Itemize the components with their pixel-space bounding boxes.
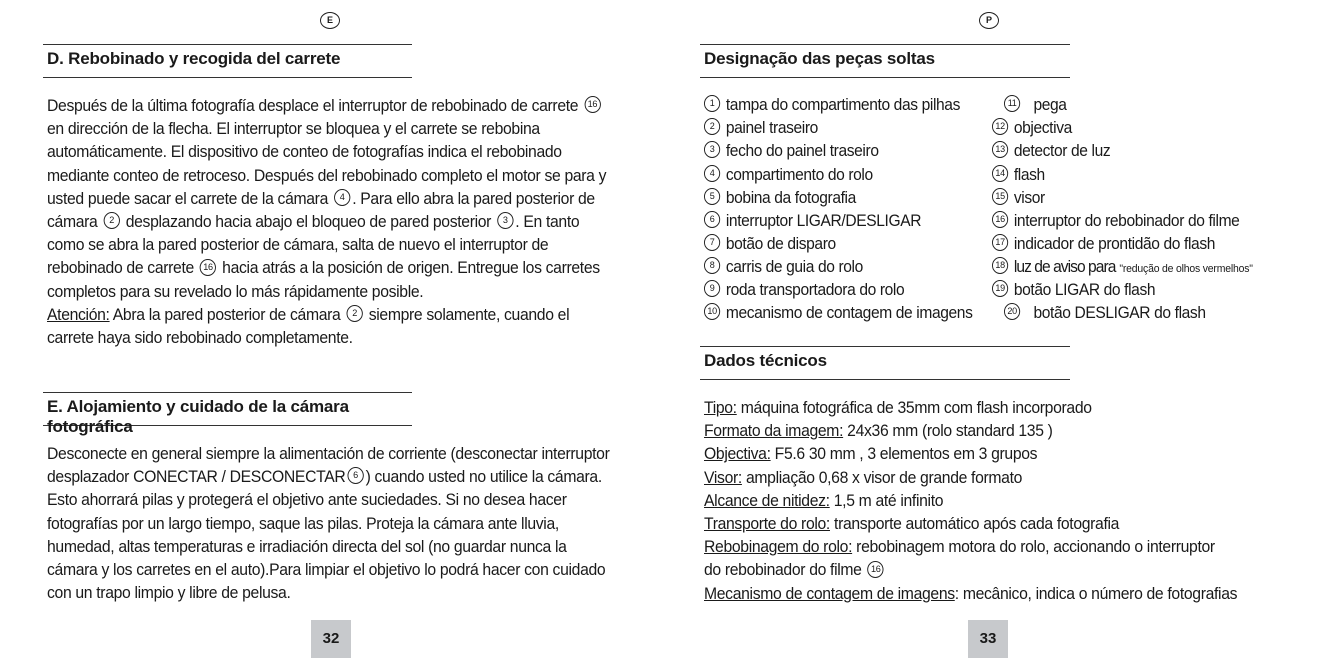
part-label: objectiva — [1013, 119, 1072, 137]
ref-12-icon: 12 — [992, 118, 1008, 135]
section-e-heading: E. Alojamiento y cuidado de la cámara fotográfica — [43, 392, 412, 426]
spec-label: Formato da imagem: — [704, 422, 844, 441]
spec-value: máquina fotográfica de 35mm com flash incorporado — [740, 399, 1092, 417]
ref-1-icon: 1 — [704, 95, 720, 112]
attention-label: Atención: — [47, 305, 110, 324]
parts-heading: Designação das peças soltas — [700, 44, 1070, 78]
part-label: mecanismo de contagem de imagens — [725, 304, 973, 322]
ref-3-icon: 3 — [497, 212, 513, 229]
section-e-body — [47, 443, 613, 605]
page-number: 32 — [311, 620, 351, 658]
part-label: painel traseiro — [725, 119, 818, 137]
ref-16-icon: 16 — [584, 96, 600, 113]
spec-row — [704, 583, 1280, 606]
spec-value: rebobinagem motora do rolo, accionando o interruptor — [856, 538, 1215, 557]
spec-row — [704, 443, 1280, 466]
list-item — [1004, 96, 1067, 119]
part-label: detector de luz — [1013, 142, 1111, 160]
spec-row — [704, 536, 1280, 559]
ref-17-icon: 17 — [992, 234, 1008, 251]
part-label: roda transportadora do rolo — [725, 281, 905, 299]
section-d-text-2: en dirección de la flecha. El interruptor se bloquea y el carrete se rebobina automáticamente. El dispositivo de conteo de fotografías indica el rebobinado mediante conteo de retroceso. Después del rebobinado completo el motor se para y usted puede sacar el carrete de la cámara — [47, 120, 607, 208]
list-item — [704, 304, 972, 327]
part-label-extra: "redução de olhos vermelhos" — [1119, 263, 1253, 275]
part-label: botão DESLIGAR do flash — [1033, 304, 1206, 322]
ref-7-icon: 7 — [704, 234, 720, 251]
ref-4-icon: 4 — [704, 165, 720, 182]
section-d-text-3: . Para ello abra la pared posterior de cámara — [47, 189, 595, 232]
section-d-text-5: . En tanto como se abra la pared posterior de cámara, salta de nuevo el interruptor de rebobinado de carrete — [47, 213, 580, 278]
ref-2-icon: 2 — [103, 212, 119, 229]
part-label: interruptor LIGAR/DESLIGAR — [725, 212, 922, 230]
ref-13-icon: 13 — [992, 141, 1008, 158]
spec-value: 1,5 m até infinito — [833, 491, 944, 510]
list-item — [992, 189, 1045, 212]
part-label: flash — [1013, 166, 1045, 184]
part-label: indicador de prontidão do flash — [1013, 235, 1216, 253]
part-label: botão de disparo — [725, 235, 836, 253]
ref-8-icon: 8 — [704, 257, 720, 274]
ref-16-icon: 16 — [992, 211, 1008, 228]
spec-value: ampliação 0,68 x visor de grande formato — [745, 468, 1023, 487]
part-label: carris de guia do rolo — [725, 258, 863, 276]
language-marker-spanish: E — [320, 12, 340, 29]
spec-value: transporte automático após cada fotografia — [834, 515, 1120, 534]
section-d-heading: D. Rebobinado y recogida del carrete — [43, 44, 412, 78]
ref-9-icon: 9 — [704, 280, 720, 297]
spec-row — [704, 513, 1280, 536]
list-item — [704, 142, 879, 165]
spec-row — [704, 467, 1280, 490]
list-item — [704, 258, 863, 281]
ref-20-icon: 20 — [1004, 303, 1020, 320]
list-item — [992, 235, 1215, 258]
spec-label: Tipo: — [704, 399, 737, 417]
spec-label: Transporte do rolo: — [704, 515, 830, 534]
attention-text-b: siempre solamente, cuando el carrete haya sido rebobinado completamente. — [47, 305, 570, 348]
part-label: interruptor do rebobinador do filme — [1013, 212, 1240, 230]
spec-label: Objectiva: — [704, 445, 771, 464]
section-d-text-4: desplazando hacia abajo el bloqueo de pared posterior — [125, 213, 492, 232]
list-item — [704, 119, 818, 142]
part-label: pega — [1033, 96, 1067, 114]
list-item — [704, 212, 921, 235]
section-d-text-1: Después de la última fotografía desplace el interruptor de rebobinado de carrete — [47, 97, 579, 115]
spec-row — [704, 420, 1280, 443]
spec-label: Visor: — [704, 468, 742, 487]
part-label: luz de aviso para — [1013, 258, 1116, 276]
list-item — [704, 189, 856, 212]
spec-row — [704, 559, 1280, 582]
attention-text-a: Abra la pared posterior de cámara — [112, 305, 341, 324]
spec-value: F5.6 30 mm , 3 elementos em 3 grupos — [774, 445, 1038, 464]
section-d-text-6: hacia atrás a la posición de origen. Entregue los carretes completos para su revelado lo más rápidamente posible. — [47, 259, 600, 301]
section-e-text-2: ) cuando usted no utilice la cámara. Esto ahorrará pilas y protegerá el objetivo ante suciedades. Si no desea hacer fotografías por un largo tiempo, saque las pilas. Proteja la cámara ante lluvia, humedad, altas temperaturas e irradiación directa del sol (no guardar nunca la cámara y los carretes en el auto).Para limpiar el objetivo lo podrá hacer con cuidado con un trapo limpio y libre de pelusa. — [47, 468, 606, 603]
ref-3-icon: 3 — [704, 141, 720, 158]
ref-10-icon: 10 — [704, 303, 720, 320]
section-e-text-1: Desconecte en general siempre la alimentación de corriente (desconectar interruptor desplazador CONECTAR / DESCONECTAR — [47, 445, 610, 487]
ref-15-icon: 15 — [992, 188, 1008, 205]
part-label: compartimento do rolo — [725, 166, 873, 184]
part-label: tampa do compartimento das pilhas — [725, 96, 960, 114]
part-label: botão LIGAR do flash — [1013, 281, 1156, 299]
ref-6-icon: 6 — [347, 467, 363, 484]
right-page — [660, 0, 1320, 658]
spec-label: Mecanismo de contagem de imagens — [704, 584, 955, 603]
ref-5-icon: 5 — [704, 188, 720, 205]
list-item — [704, 166, 873, 189]
spec-label: Alcance de nitidez: — [704, 491, 830, 510]
ref-16-icon: 16 — [200, 259, 216, 276]
section-d-body — [47, 95, 613, 350]
list-item — [992, 212, 1239, 235]
spec-value: do rebobinador do filme — [704, 561, 862, 580]
ref-19-icon: 19 — [992, 280, 1008, 297]
list-item — [1004, 304, 1206, 327]
list-item — [704, 235, 836, 258]
spec-row — [704, 397, 1280, 420]
list-item — [704, 96, 960, 119]
list-item — [704, 281, 904, 304]
page-number: 33 — [968, 620, 1008, 658]
list-item — [992, 281, 1155, 304]
ref-2-icon: 2 — [704, 118, 720, 135]
language-marker-portuguese: P — [979, 12, 999, 29]
ref-2-icon: 2 — [346, 305, 362, 322]
list-item — [992, 119, 1072, 142]
ref-4-icon: 4 — [334, 189, 350, 206]
ref-16-icon: 16 — [868, 561, 884, 578]
tech-heading: Dados técnicos — [700, 346, 1070, 380]
ref-14-icon: 14 — [992, 165, 1008, 182]
part-label: bobina da fotografia — [725, 189, 856, 207]
part-label: fecho do painel traseiro — [725, 142, 879, 160]
ref-18-icon: 18 — [992, 257, 1008, 274]
list-item — [992, 258, 1253, 281]
spec-value: : mecânico, indica o número de fotografias — [954, 584, 1238, 603]
tech-specs — [704, 397, 1280, 606]
ref-11-icon: 11 — [1004, 95, 1020, 112]
list-item — [992, 166, 1045, 189]
spec-row — [704, 490, 1280, 513]
spec-value: 24x36 mm (rolo standard 135 ) — [847, 422, 1053, 441]
spec-label: Rebobinagem do rolo: — [704, 538, 853, 557]
ref-6-icon: 6 — [704, 211, 720, 228]
list-item — [992, 142, 1110, 165]
part-label: visor — [1013, 189, 1045, 207]
